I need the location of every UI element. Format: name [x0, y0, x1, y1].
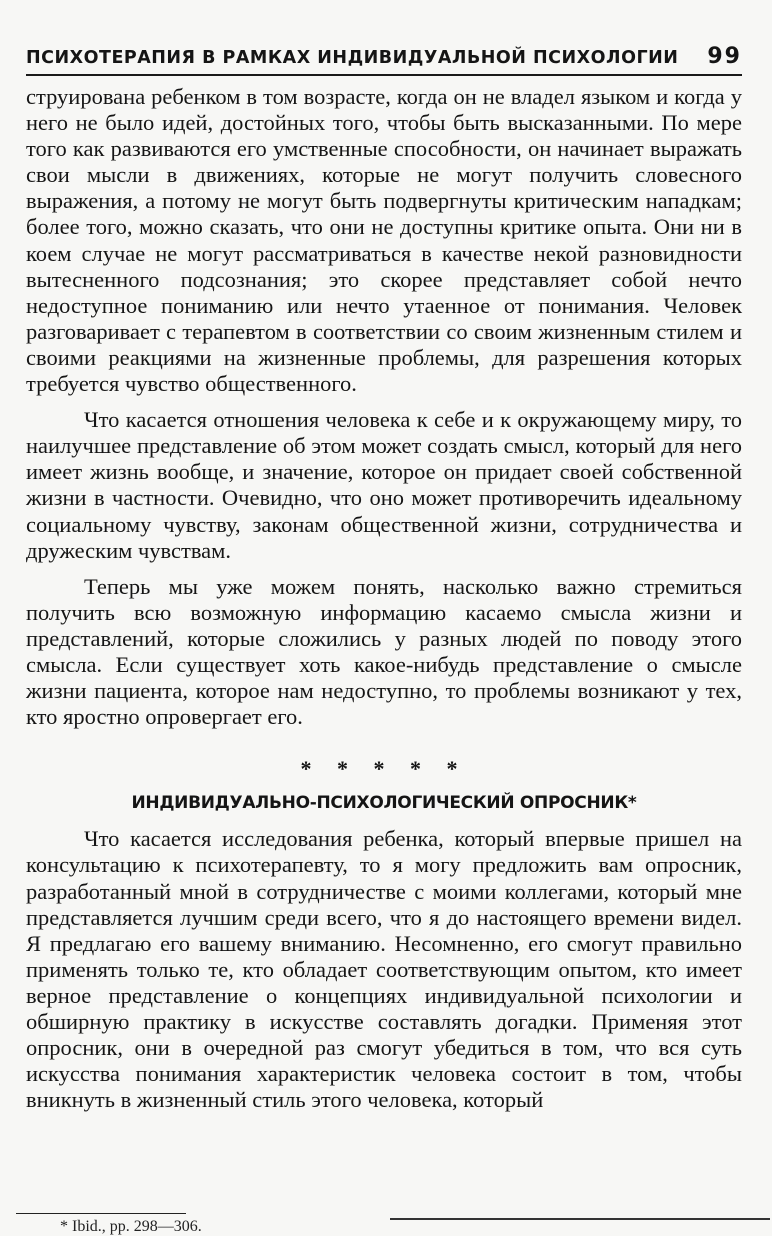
section-separator: * * * * *: [300, 756, 468, 782]
section-heading: ИНДИВИДУАЛЬНО-ПСИХОЛОГИЧЕСКИЙ ОПРОСНИК*: [131, 793, 637, 814]
page-body: [26, 84, 742, 1113]
footer-rule: [390, 1218, 770, 1220]
footnote: * Ibid., pp. 298—306.: [60, 1218, 202, 1235]
paragraph-3: Теперь мы уже можем понять, насколько важно стремиться получить всю возможную информацию касаемо смысла жизни и представлений, которые сложились у разных людей по поводу этого смысла. Если существует хоть какое-нибудь представление о смысле жизни пациента, которое нам недоступно, то проблемы возникают у тех, кто яростно опровергает его.: [26, 573, 742, 730]
running-title: ПСИХОТЕРАПИЯ В РАМКАХ ИНДИВИДУАЛЬНОЙ ПСИХОЛОГИИ: [26, 48, 679, 68]
footnote-rule: [16, 1213, 186, 1214]
section-paragraph: Что касается исследования ребенка, который впервые пришел на консультацию к психотерапевту, то я могу предложить вам опросник, разработанный мной в сотрудничестве с моими коллегами, который мне представляется лучшим среди всего, что я до настоящего времени видел. Я предлагаю его вашему вниманию. Несомненно, его смогут правильно применять только те, кто обладает соответствующим опытом, кто имеет верное представление о концепциях индивидуальной психологии и обширную практику в искусстве составлять догадки. Применяя этот опросник, они в очередной раз смогут убедиться в том, что вся суть искусства понимания характеристик человека состоит в том, чтобы вникнуть в жизненный стиль этого человека, который: [26, 826, 742, 1113]
page-number: 99: [707, 44, 742, 69]
paragraph-2: Что касается отношения человека к себе и к окружающему миру, то наилучшее представление об этом может создать смысл, который для него имеет жизнь вообще, и значение, которое он придает своей собственной жизни в частности. Очевидно, что оно может противоречить идеальному социальному чувству, законам общественной жизни, сотрудничества и дружеским чувствам.: [26, 407, 742, 563]
paragraph-1: струирована ребенком в том возрасте, когда он не владел языком и когда у него не было идей, достойных того, чтобы быть высказанными. По мере того как развиваются его умственные способности, он начинает выражать свои мысли в движениях, которые не могут получить словесного выражения, а потому не могут быть подвергнуты критическим нападкам; более того, можно сказать, что они не доступны критике опыта. Они ни в коем случае не могут рассматриваться в качестве некой разновидности вытесненного подсознания; это скорее представляет собой нечто недоступное пониманию или нечто утаенное от понимания. Человек разговаривает с терапевтом в соответствии со своим жизненным стилем и своими реакциями на жизненные проблемы, для разрешения которых требуется чувство общественного.: [26, 84, 742, 397]
running-header: [26, 44, 742, 69]
header-rule: [26, 74, 742, 76]
